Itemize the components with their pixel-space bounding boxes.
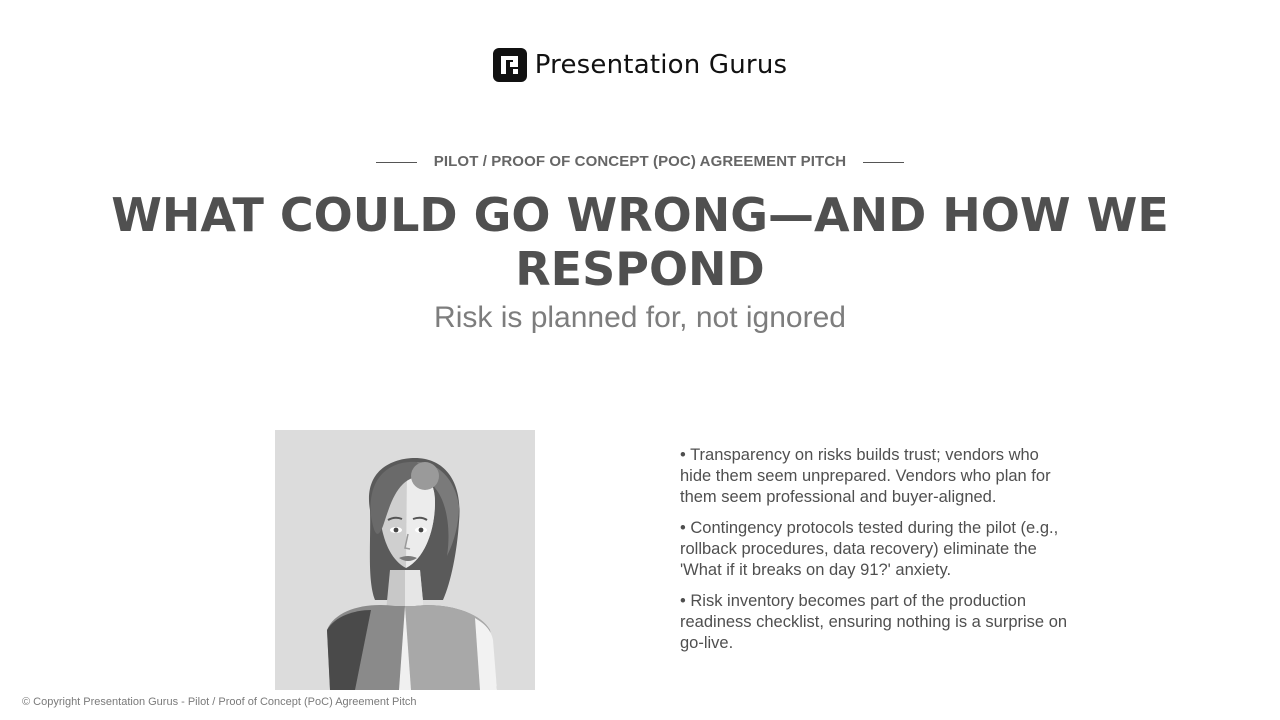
eyebrow-right-rule (863, 162, 904, 163)
bullet-item: • Transparency on risks builds trust; vendors who hide them seem unprepared. Vendors who plan for them seem professional and buyer-aligned. (680, 446, 1051, 506)
bullet-list (680, 445, 1072, 664)
woman-portrait-illustration-icon (275, 430, 535, 690)
bullet-item: • Risk inventory becomes part of the production readiness checklist, ensuring nothing is a surprise on go-live. (680, 592, 1068, 652)
eyebrow-text: PILOT / PROOF OF CONCEPT (POC) AGREEMENT PITCH (433, 153, 847, 170)
bullet-item: • Contingency protocols tested during the pilot (e.g., rollback procedures, data recovery) eliminate the 'What if it breaks on day 91?' anxiety. (680, 519, 1059, 579)
slide-title: WHAT COULD GO WRONG—AND HOW WE RESPOND (111, 188, 1169, 296)
slide-subtitle: Risk is planned for, not ignored (434, 301, 846, 334)
eyebrow-left-rule (376, 162, 417, 163)
eyebrow (0, 152, 1280, 172)
presentation-gurus-logo-mark-icon (493, 48, 527, 82)
copyright-footer: © Copyright Presentation Gurus - Pilot / Proof of Concept (PoC) Agreement Pitch (22, 696, 417, 708)
logo-text: Presentation Gurus (534, 50, 788, 80)
portrait-image (275, 430, 535, 690)
logo (0, 48, 1280, 82)
